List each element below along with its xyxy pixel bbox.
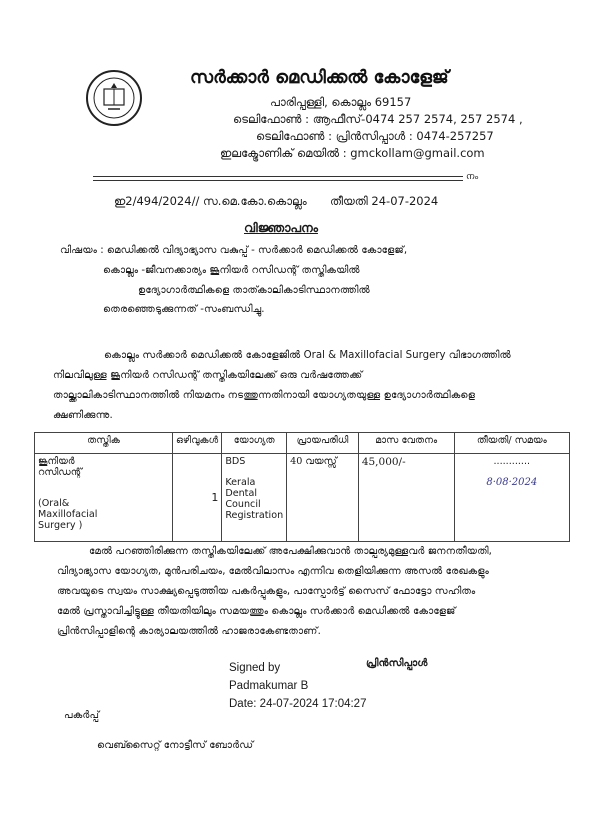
subject-line-2: കൊല്ലം -ജീവനക്കാര്യം ജൂനിയർ റസിഡന്റ് തസ്തികയിൽ — [103, 265, 360, 276]
intro-line-2: നിലവിലുള്ള ജൂനിയർ റസിഡന്റ് തസ്തികയിലേക്ക് ഒരു വർഷത്തേക്ക് — [53, 370, 363, 381]
qual-line-1: BDS — [225, 456, 246, 467]
instruction-line-5: പ്രിൻസിപ്പാളിന്റെ കാര്യാലയത്തിൽ ഹാജരാകേണ്ടതാണ്. — [57, 626, 321, 637]
post-dept-3: Surgery ) — [38, 520, 83, 531]
phone-principal: ടെലിഫോൺ : പ്രിൻസിപ്പാൾ : 0474-257257 — [256, 129, 494, 143]
date-dots: ............ — [493, 456, 531, 467]
table-header-row — [35, 433, 570, 454]
post-line-2: റസിഡന്റ് — [38, 467, 82, 478]
subject-line-4: തെരഞ്ഞെടുക്കുന്നത് -സംബന്ധിച്ചു. — [103, 304, 265, 315]
notice-title: വിജ്ഞാപനം — [244, 220, 318, 235]
header-rule-bottom — [93, 180, 463, 181]
instruction-line-1: മേൽ പറഞ്ഞിരിക്കുന്ന തസ്തികയിലേക്ക് അപേക്ഷിക്കുവാൻ താല്പര്യമുള്ളവർ ജനനതീയതി, — [89, 546, 492, 557]
qual-line-3: Council — [225, 499, 261, 510]
qual-line-2: Kerala Dental — [225, 477, 257, 499]
college-name: സർക്കാർ മെഡിക്കൽ കോളേജ് — [190, 67, 449, 88]
intro-line-1: കൊല്ലം സർക്കാർ മെഡിക്കൽ കോളേജിൽ Oral & Maxillofacial Surgery വിഭാഗത്തിൽ — [104, 350, 511, 361]
qual-line-4: Registration — [225, 510, 284, 521]
copy-label: പകർപ്പ് — [64, 710, 100, 721]
instruction-line-3: അവയുടെ സ്വയം സാക്ഷ്യപ്പെടുത്തിയ പകർപ്പുകളും, പാസ്പോർട്ട് സൈസ് ഫോട്ടോ സഹിതം — [57, 586, 476, 597]
signature-date: Date: 24-07-2024 17:04:27 — [229, 698, 367, 710]
reference-date: തീയതി 24-07-2024 — [330, 194, 439, 208]
reference-number: ഇ2/494/2024// സ.മെ.കോ.കൊല്ലം — [114, 194, 307, 208]
instruction-line-2: വിദ്യാഭ്യാസ യോഗ്യത, മുൻപരിചയം, മേൽവിലാസം എന്നിവ തെളിയിക്കുന്ന അസൽ രേഖകളും — [57, 566, 489, 577]
post-dept-2: Maxillofacial — [38, 509, 98, 520]
post-line-1: ജൂനിയർ — [38, 456, 75, 467]
signatory-designation: പ്രിൻസിപ്പാൾ — [366, 658, 428, 669]
subject-line-3: ഉദ്യോഗാർത്ഥികളെ താത്കാലികാടിസ്ഥാനത്തിൽ — [138, 285, 370, 296]
positions-table — [34, 432, 570, 542]
cell-qualification — [222, 454, 287, 542]
cell-post — [35, 454, 173, 542]
signed-by-label: Signed by — [229, 662, 281, 674]
signatory-name: Padmakumar B — [229, 680, 309, 692]
col-header-age-limit: പ്രായപരിധി — [287, 433, 359, 454]
cell-salary: 45,000/- — [358, 454, 454, 542]
header-rule-top — [93, 176, 463, 177]
copy-recipient: വെബ്സൈറ്റ് നോട്ടീസ് ബോർഡ് — [97, 740, 254, 751]
subject-line-1: വിഷയം : മെഡിക്കൽ വിദ്യാഭ്യാസ വകുപ്പ് - സർക്കാർ മെഡിക്കൽ കോളേജ്, — [60, 245, 408, 256]
intro-line-3: താല്ക്കാലികാടിസ്ഥാനത്തിൽ നിയമനം നടത്തുന്നതിനായി യോഗ്യതയുള്ള ഉദ്യോഗാർത്ഥികളെ — [53, 390, 475, 401]
col-header-vacancies: ഒഴിവുകൾ — [173, 433, 222, 454]
cell-age-limit: 40 വയസ്സ് — [287, 454, 359, 542]
cell-vacancies: 1 — [173, 454, 222, 542]
date-handwritten: 8·08·2024 — [486, 477, 538, 488]
email-line: ഇലക്ട്രോണിക് മെയിൽ : gmckollam@gmail.com — [220, 146, 485, 160]
instruction-line-4: മേൽ പ്രസ്താവിച്ചിട്ടുള്ള തീയതിയിലും സമയത്തും കൊല്ലം സർക്കാർ മെഡിക്കൽ കോളേജ് — [57, 606, 456, 617]
college-address: പാരിപ്പള്ളി, കൊല്ലം 69157 — [270, 95, 412, 109]
table-row — [35, 454, 570, 542]
phone-office: ടെലിഫോൺ : ആഫീസ്-0474 257 2574, 257 2574 , — [233, 112, 523, 126]
col-header-qualification: യോഗ്യത — [222, 433, 287, 454]
rule-suffix: നം — [466, 172, 479, 182]
college-emblem-logo — [85, 69, 143, 127]
intro-line-4: ക്ഷണിക്കുന്നു. — [53, 410, 113, 421]
col-header-salary: മാസ വേതനം — [358, 433, 454, 454]
col-header-post: തസ്തിക — [35, 433, 173, 454]
post-dept-1: (Oral& — [38, 498, 70, 509]
cell-date-time — [454, 454, 569, 542]
col-header-date-time: തീയതി/ സമയം — [454, 433, 569, 454]
